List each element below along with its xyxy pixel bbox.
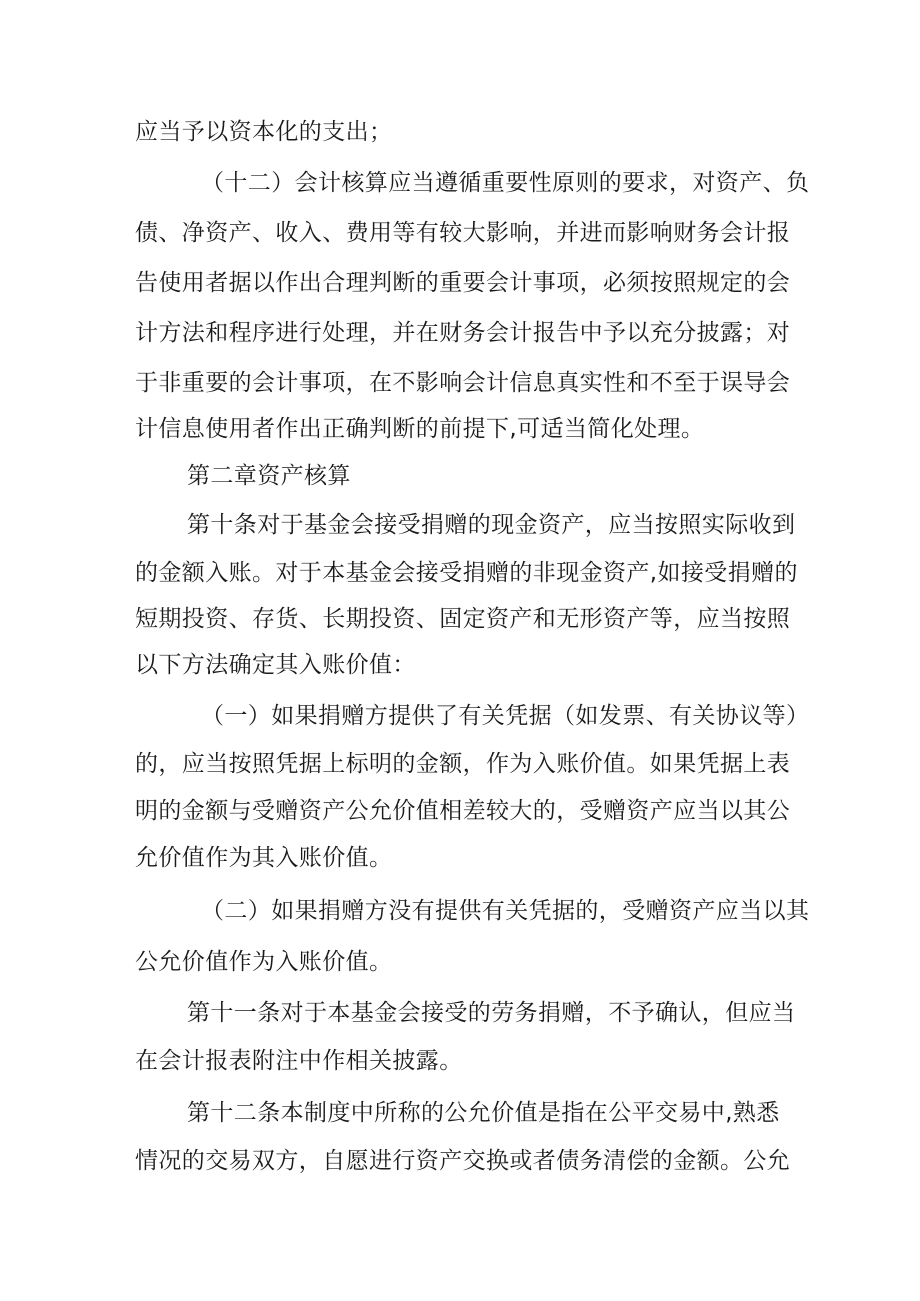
text-line: 告使用者据以作出合理判断的重要会计事项，必须按照规定的会 (135, 270, 791, 296)
text-line: 于非重要的会计事项，在不影响会计信息真实性和不至于误导会 (135, 370, 791, 396)
text-line: 明的金额与受赠资产公允价值相差较大的，受赠资产应当以其公 (135, 798, 791, 824)
text-line: 公允价值作为入账价值。 (135, 949, 393, 975)
text-line: 债、净资产、收入、费用等有较大影响，并进而影响财务会计报 (135, 220, 791, 246)
text-line: （一）如果捐赠方提供了有关凭据（如发票、有关协议等） (201, 703, 810, 729)
text-line: 计方法和程序进行处理，并在财务会计报告中予以充分披露；对 (135, 320, 791, 346)
text-line: 的金额入账。对于本基金会接受捐赠的非现金资产,如接受捐赠的 (135, 560, 798, 586)
text-line: 第十条对于基金会接受捐赠的现金资产，应当按照实际收到 (187, 512, 796, 538)
text-line: 在会计报表附注中作相关披露。 (135, 1048, 463, 1074)
text-line: 第十二条本制度中所称的公允价值是指在公平交易中,熟悉 (187, 1100, 780, 1126)
chapter-heading: 第二章资产核算 (187, 463, 351, 489)
text-line: 计信息使用者作出正确判断的前提下,可适当简化处理。 (135, 416, 705, 442)
text-line: 允价值作为其入账价值。 (135, 845, 393, 871)
text-line: 短期投资、存货、长期投资、固定资产和无形资产等，应当按照 (135, 606, 791, 632)
text-line: 应当予以资本化的支出； (135, 119, 393, 145)
text-line: （十二）会计核算应当遵循重要性原则的要求，对资产、负 (201, 170, 810, 196)
text-line: 第十一条对于本基金会接受的劳务捐赠，不予确认，但应当 (187, 1000, 796, 1026)
text-line: 的，应当按照凭据上标明的金额，作为入账价值。如果凭据上表 (135, 751, 791, 777)
text-line: 情况的交易双方，自愿进行资产交换或者债务清偿的金额。公允 (135, 1148, 791, 1174)
text-line: （二）如果捐赠方没有提供有关凭据的，受赠资产应当以其 (201, 898, 810, 924)
text-line: 以下方法确定其入账价值： (135, 652, 416, 678)
